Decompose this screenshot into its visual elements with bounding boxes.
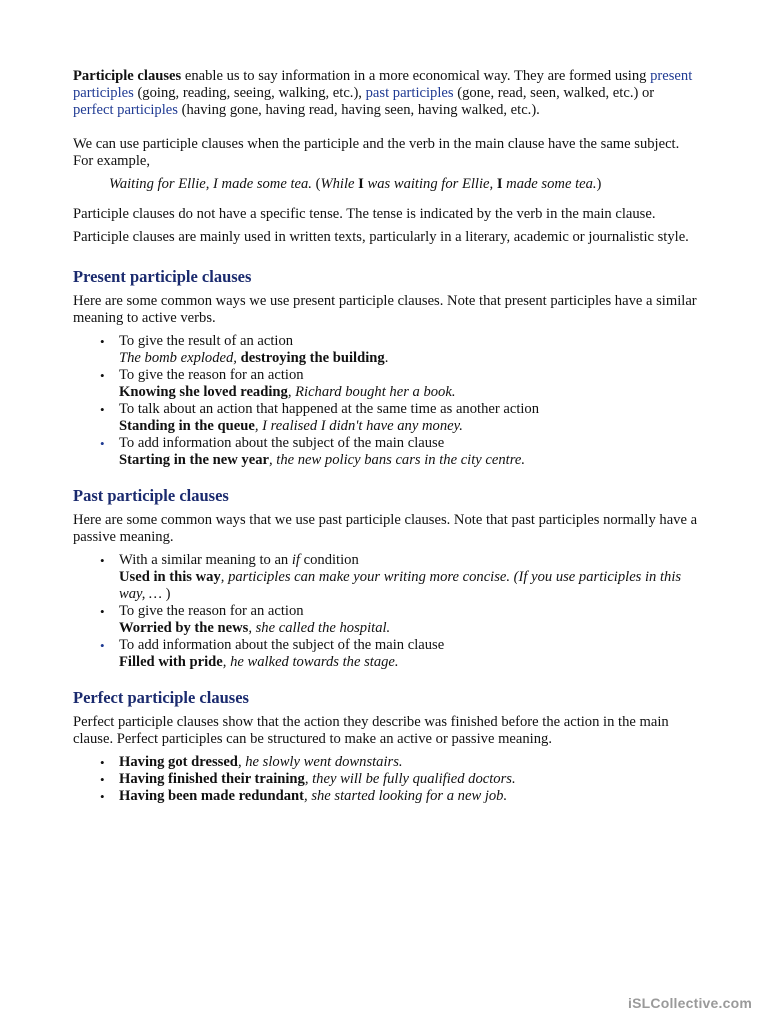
example-paren-close: ) bbox=[596, 176, 602, 192]
usage-example: The bomb exploded, destroying the building. bbox=[119, 350, 389, 366]
link-past-participles[interactable]: past participles bbox=[365, 85, 454, 101]
usage-label: To give the reason for an action bbox=[119, 367, 304, 383]
list-item bbox=[100, 771, 698, 788]
usage-label: To give the reason for an action bbox=[119, 603, 304, 619]
example-i2: I bbox=[496, 176, 503, 192]
bullet-icon: • bbox=[100, 789, 105, 804]
usage-example: Having been made redundant, she started looking for a new job. bbox=[119, 788, 508, 804]
perfect-intro: Perfect participle clauses show that the action they describe was finished before the action in the main clause. Perfect participles can be structured to make an active or passive meaning. bbox=[73, 714, 669, 747]
link-present-participles[interactable]: present participles bbox=[73, 68, 693, 101]
written-paragraph: Participle clauses are mainly used in written texts, particularly in a literary, academic or journalistic style. bbox=[73, 229, 689, 245]
list-item bbox=[100, 754, 698, 771]
list-item bbox=[100, 435, 698, 469]
tense-paragraph: Participle clauses do not have a specific tense. The tense is indicated by the verb in the main clause. bbox=[73, 206, 656, 222]
intro-term: Participle clauses bbox=[73, 68, 182, 84]
usage-label: To add information about the subject of the main clause bbox=[119, 435, 445, 451]
heading-perfect-participle-clauses: Perfect participle clauses bbox=[73, 688, 249, 707]
use-paragraph: We can use participle clauses when the participle and the verb in the main clause have the same subject. For example, bbox=[73, 136, 680, 169]
perfect-usage-list bbox=[73, 754, 698, 805]
list-item bbox=[100, 788, 698, 805]
list-item bbox=[100, 367, 698, 401]
usage-label: To talk about an action that happened at the same time as another action bbox=[119, 401, 540, 417]
usage-label: To add information about the subject of the main clause bbox=[119, 637, 445, 653]
usage-example: Worried by the news, she called the hospital. bbox=[119, 620, 391, 636]
document-body bbox=[73, 68, 698, 805]
bullet-icon: • bbox=[100, 638, 105, 653]
example-while: While bbox=[320, 176, 359, 192]
example-sentence bbox=[109, 176, 698, 193]
usage-example: Standing in the queue, I realised I didn't have any money. bbox=[119, 418, 463, 434]
intro-text-4: (having gone, having read, having seen, having walked, etc.). bbox=[177, 102, 540, 118]
heading-past-participle-clauses: Past participle clauses bbox=[73, 486, 229, 505]
past-intro: Here are some common ways that we use past participle clauses. Note that past participles normally have a passive meaning. bbox=[73, 512, 698, 545]
intro-text-2: (going, reading, seeing, walking, etc.), bbox=[133, 85, 366, 101]
bullet-icon: • bbox=[100, 604, 105, 619]
list-item bbox=[100, 333, 698, 367]
bullet-icon: • bbox=[100, 402, 105, 417]
past-usage-list bbox=[73, 552, 698, 671]
example-main: Waiting for Ellie, I made some tea. bbox=[109, 176, 312, 192]
example-end: made some tea. bbox=[502, 176, 597, 192]
usage-label: With a similar meaning to an if condition bbox=[119, 552, 359, 568]
usage-example: Having got dressed, he slowly went downstairs. bbox=[119, 754, 403, 770]
usage-example: Having finished their training, they will be fully qualified doctors. bbox=[119, 771, 516, 787]
bullet-icon: • bbox=[100, 772, 105, 787]
usage-label: To give the result of an action bbox=[119, 333, 294, 349]
watermark-logo: iSLCollective.com bbox=[628, 995, 752, 1011]
bullet-icon: • bbox=[100, 368, 105, 383]
list-item bbox=[100, 401, 698, 435]
usage-example: Used in this way, participles can make your writing more concise. (If you use participles in this way, … ) bbox=[119, 569, 682, 602]
bullet-icon: • bbox=[100, 553, 105, 568]
bullet-icon: • bbox=[100, 334, 105, 349]
present-usage-list bbox=[73, 333, 698, 469]
link-perfect-participles[interactable]: perfect participles bbox=[73, 102, 178, 118]
heading-present-participle-clauses: Present participle clauses bbox=[73, 267, 252, 286]
example-i1: I bbox=[358, 176, 364, 192]
list-item bbox=[100, 603, 698, 637]
intro-paragraph bbox=[73, 68, 698, 119]
bullet-icon: • bbox=[100, 755, 105, 770]
usage-example: Starting in the new year, the new policy bans cars in the city centre. bbox=[119, 452, 525, 468]
present-intro: Here are some common ways we use present participle clauses. Note that present participles have a similar meaning to active verbs. bbox=[73, 293, 697, 326]
example-mid: was waiting for Ellie, bbox=[363, 176, 497, 192]
list-item bbox=[100, 637, 698, 671]
usage-example: Knowing she loved reading, Richard bought her a book. bbox=[119, 384, 456, 400]
intro-text-1: enable us to say information in a more economical way. They are formed using bbox=[181, 68, 651, 84]
list-item bbox=[100, 552, 698, 603]
usage-example: Filled with pride, he walked towards the stage. bbox=[119, 654, 399, 670]
intro-text-3: (gone, read, seen, walked, etc.) or bbox=[453, 85, 655, 101]
bullet-icon: • bbox=[100, 436, 105, 451]
example-paren-open: ( bbox=[311, 176, 321, 192]
